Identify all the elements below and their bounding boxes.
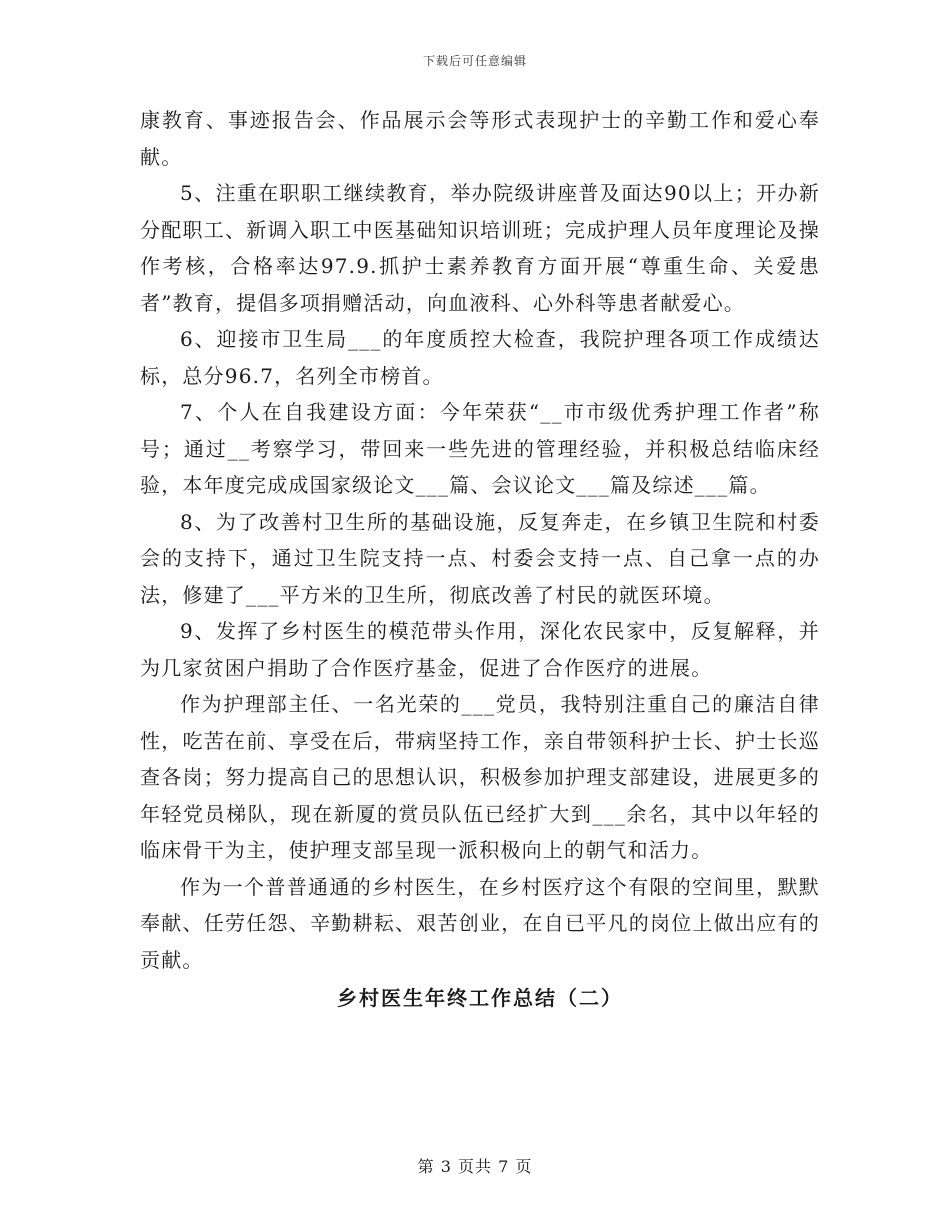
paragraph-continuation: 康教育、事迹报告会、作品展示会等形式表现护士的辛勤工作和爱心奉献。 xyxy=(140,108,820,169)
paragraph-item-6: 6、迎接市卫生局___的年度质控大检查，我院护理各项工作成绩达标，总分96.7，名列全市榜首。 xyxy=(140,327,820,388)
paragraph-item-8: 8、为了改善村卫生所的基础设施，反复奔走，在乡镇卫生院和村委会的支持下，通过卫生院支持一点、村委会支持一点、自己拿一点的办法，修建了___平方米的卫生所，彻底改善了村民的就医环境。 xyxy=(140,509,820,607)
paragraph-item-5: 5、注重在职职工继续教育，举办院级讲座普及面达90以上；开办新分配职工、新调入职工中医基础知识培训班；完成护理人员年度理论及操作考核，合格率达97.9.抓护士素养教育方面开展“尊重生命、关爱患者”教育，提倡多项捐赠活动，向血液科、心外科等患者献爱心。 xyxy=(140,181,820,315)
page-header: 下载后可任意编辑 xyxy=(422,54,527,68)
section-heading: 乡村医生年终工作总结（二） xyxy=(337,986,623,1010)
paragraph-item-9: 9、发挥了乡村医生的模范带头作用，深化农民家中，反复解释，并为几家贫困户捐助了合作医疗基金，促进了合作医疗的进展。 xyxy=(140,619,820,680)
paragraph-item-7: 7、个人在自我建设方面：今年荣获“__市市级优秀护理工作者”称号；通过__考察学习，带回来一些先进的管理经验，并积极总结临床经验，本年度完成成国家级论文___篇、会议论文___篇及综述___篇。 xyxy=(140,400,820,497)
paragraph-conclusion: 作为一个普普通通的乡村医生，在乡村医疗这个有限的空间里，默默奉献、任劳任怨、辛勤耕耘、艰苦创业，在自已平凡的岗位上做出应有的贡献。 xyxy=(140,874,820,972)
document-body xyxy=(140,102,820,1016)
page-number: 第 3 页共 7 页 xyxy=(417,1157,533,1176)
paragraph-party-member: 作为护理部主任、一名光荣的___党员，我特别注重自己的廉洁自律性，吃苦在前、享受在后，带病坚持工作，亲自带领科护士长、护士长巡查各岗；努力提高自己的思想认识，积极参加护理支部建设，进展更多的年轻党员梯队，现在新厦的赏员队伍已经扩大到___余名，其中以年轻的临床骨干为主，使护理支部呈现一派积极向上的朝气和活力。 xyxy=(140,692,820,862)
